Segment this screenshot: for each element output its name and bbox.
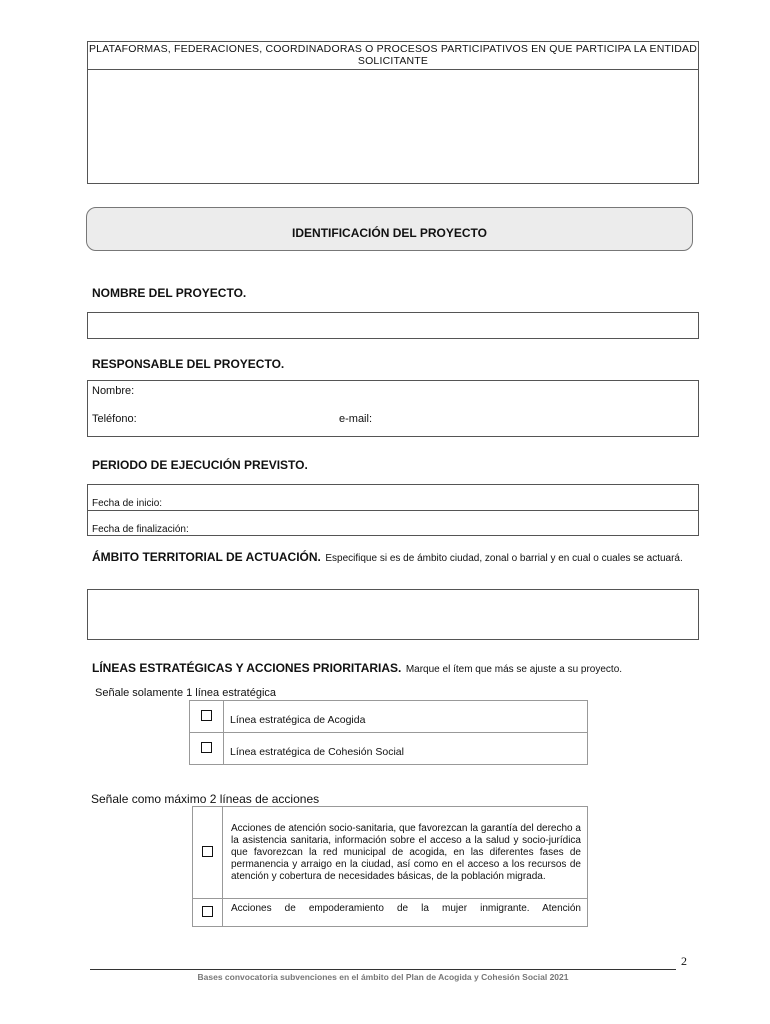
- line-acogida: Línea estratégica de Acogida: [224, 701, 588, 733]
- responsible-box: [87, 380, 699, 437]
- page-footer: Bases convocatoria subvenciones en el ámbito del Plan de Acogida y Cohesión Social 2021: [197, 972, 569, 982]
- scope-instruction: Especifique si es de ámbito ciudad, zonal o barrial y en cual o cuales se actuará.: [325, 553, 683, 564]
- section-banner: [86, 207, 693, 251]
- lines-note: Señale solamente 1 línea estratégica: [95, 687, 277, 699]
- period-box: [87, 484, 699, 536]
- project-name-field[interactable]: [87, 312, 699, 339]
- strategic-lines-table: [189, 700, 588, 765]
- checkbox-acogida[interactable]: [201, 710, 212, 721]
- responsible-email-label: e-mail:: [339, 413, 373, 425]
- platforms-input-area[interactable]: [88, 70, 698, 184]
- platforms-header: PLATAFORMAS, FEDERACIONES, COORDINADORAS O PROCESOS PARTICIPATIVOS EN QUE PARTICIPA LA ENTIDAD SOLICITANTE: [88, 42, 698, 70]
- page-number: 2: [681, 954, 687, 968]
- responsible-label: RESPONSABLE DEL PROYECTO.: [92, 357, 285, 371]
- platforms-box: [87, 41, 699, 184]
- strategic-heading: [92, 659, 622, 677]
- period-end-label: Fecha de finalización:: [92, 524, 189, 535]
- period-label: PERIODO DE EJECUCIÓN PREVISTO.: [92, 458, 308, 472]
- checkbox-action-empoderamiento[interactable]: [202, 906, 213, 917]
- action-empoderamiento: Acciones de empoderamiento de la mujer inmigrante. Atención: [223, 899, 588, 927]
- line-cohesion: Línea estratégica de Cohesión Social: [224, 733, 588, 765]
- checkbox-cohesion[interactable]: [201, 742, 212, 753]
- period-start-label: Fecha de inicio:: [92, 498, 163, 509]
- scope-heading: [92, 550, 700, 565]
- actions-note: Señale como máximo 2 líneas de acciones: [91, 792, 320, 806]
- responsible-name-label: Nombre:: [92, 385, 135, 397]
- project-name-label: NOMBRE DEL PROYECTO.: [92, 286, 247, 300]
- responsible-phone-label: Teléfono:: [92, 413, 137, 425]
- checkbox-action-socio-sanitaria[interactable]: [202, 846, 213, 857]
- strategic-instruction: Marque el ítem que más se ajuste a su proyecto.: [405, 664, 623, 675]
- action-socio-sanitaria: Acciones de atención socio-sanitaria, que favorezcan la garantía del derecho a la asistencia sanitaria, información sobre el acceso a la salud y socio-jurídica que favorezcan la red municipal de acogida, en las diferentes fases de permanencia y arraigo en la ciudad, así como en el acceso a los recursos de atención y cobertura de necesidades básicas, de la población migrada.: [223, 807, 588, 899]
- scope-field[interactable]: [87, 589, 699, 640]
- banner-title: IDENTIFICACIÓN DEL PROYECTO: [292, 226, 487, 240]
- scope-label: ÁMBITO TERRITORIAL DE ACTUACIÓN.: [92, 550, 321, 564]
- strategic-label: LÍNEAS ESTRATÉGICAS Y ACCIONES PRIORITARIAS.: [92, 661, 402, 675]
- footer-divider: [90, 969, 676, 970]
- actions-table: [192, 806, 588, 927]
